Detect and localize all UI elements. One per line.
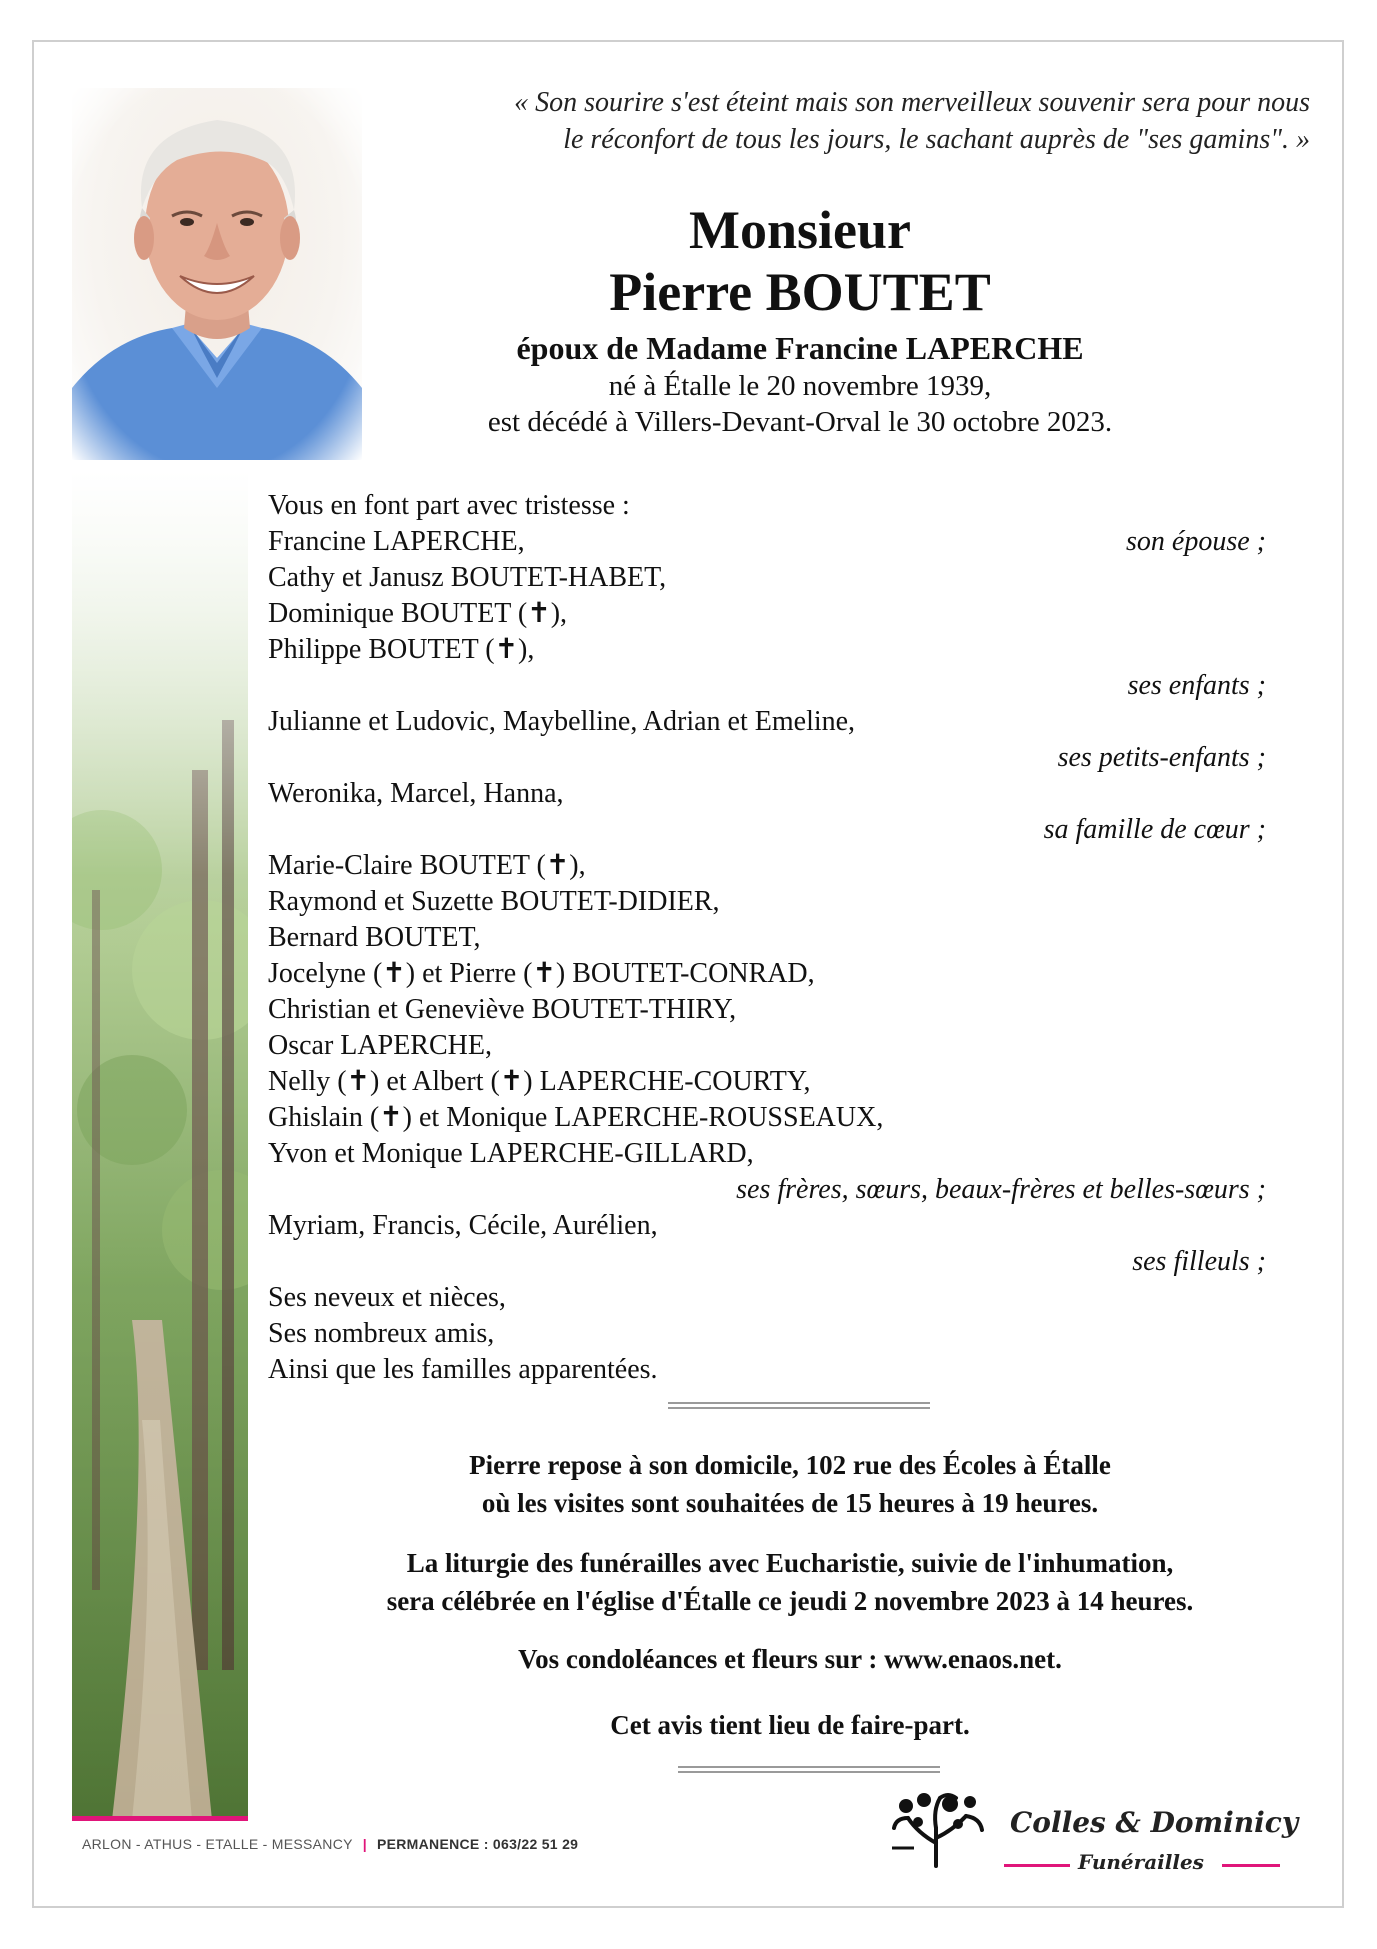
liturgy-line-2: sera célébrée en l'église d'Étalle ce jeudi 2 novembre 2023 à 14 heures. — [386, 1586, 1194, 1616]
family-member: Yvon et Monique LAPERCHE-GILLARD, — [268, 1138, 754, 1169]
family-line — [268, 488, 1278, 524]
family-relation: ses enfants ; — [1127, 670, 1266, 701]
family-member: Jocelyne (✝) et Pierre (✝) BOUTET-CONRAD, — [268, 958, 815, 989]
family-line — [268, 848, 1278, 884]
liturgy-line-1: La liturgie des funérailles avec Eucharistie, suivie de l'inhumation, — [406, 1548, 1174, 1578]
family-member: Julianne et Ludovic, Maybelline, Adrian et Emeline, — [268, 706, 856, 737]
family-member: Francine LAPERCHE, — [268, 526, 525, 557]
family-relation: ses frères, sœurs, beaux-frères et belles-sœurs ; — [736, 1174, 1266, 1205]
birth-line: né à Étalle le 20 novembre 1939, — [608, 370, 992, 402]
family-line — [268, 1172, 1278, 1208]
family-line — [268, 1244, 1278, 1280]
family-relation: son épouse ; — [1126, 526, 1266, 557]
condolences-line: Vos condoléances et fleurs sur : www.enaos.net. — [518, 1644, 1062, 1674]
brand-name: Colles & Dominicy — [1010, 1806, 1299, 1839]
brand-underline-right — [1222, 1864, 1280, 1867]
visit-line-2: où les visites sont souhaitées de 15 heures à 19 heures. — [481, 1488, 1099, 1518]
accent-bar — [72, 1816, 248, 1821]
family-relation: ses filleuls ; — [1132, 1246, 1266, 1277]
family-member: Ses neveux et nièces, — [268, 1282, 506, 1313]
family-member: Christian et Geneviève BOUTET-THIRY, — [268, 994, 737, 1025]
family-relation: sa famille de cœur ; — [1043, 814, 1266, 845]
brand-underline-left — [1004, 1864, 1070, 1867]
family-line — [268, 596, 1278, 632]
family-line — [268, 956, 1278, 992]
family-line — [268, 884, 1278, 920]
separator — [678, 1766, 940, 1773]
family-member: Weronika, Marcel, Hanna, — [268, 778, 564, 809]
deceased-header — [380, 200, 1220, 440]
portrait-photo — [72, 88, 362, 460]
quote-line-1: « Son sourire s'est éteint mais son merveilleux souvenir sera pour nous — [514, 87, 1310, 118]
civility: Monsieur — [689, 200, 911, 260]
footer-separator: | — [362, 1836, 367, 1852]
family-line — [268, 992, 1278, 1028]
family-line — [268, 704, 1278, 740]
family-line — [268, 1136, 1278, 1172]
family-line — [268, 1316, 1278, 1352]
family-line — [268, 740, 1278, 776]
tree-icon — [888, 1788, 988, 1868]
family-line — [268, 632, 1278, 668]
family-member: Ghislain (✝) et Monique LAPERCHE-ROUSSEAUX, — [268, 1102, 884, 1133]
visit-line-1: Pierre repose à son domicile, 102 rue des Écoles à Étalle — [469, 1450, 1111, 1480]
memorial-quote — [370, 84, 1310, 158]
family-member: Dominique BOUTET (✝), — [268, 598, 568, 629]
family-member: Oscar LAPERCHE, — [268, 1030, 492, 1061]
forest-path-image — [72, 470, 248, 1820]
family-member: Nelly (✝) et Albert (✝) LAPERCHE-COURTY, — [268, 1066, 811, 1097]
family-line — [268, 1100, 1278, 1136]
quote-line-2: le réconfort de tous les jours, le sachant auprès de "ses gamins". » — [563, 124, 1310, 155]
family-member: Ses nombreux amis, — [268, 1318, 495, 1349]
family-line — [268, 524, 1278, 560]
family-member: Myriam, Francis, Cécile, Aurélien, — [268, 1210, 658, 1241]
footer-contact — [82, 1836, 578, 1852]
family-line — [268, 1280, 1278, 1316]
family-member: Cathy et Janusz BOUTET-HABET, — [268, 562, 667, 593]
family-line — [268, 668, 1278, 704]
family-member: Bernard BOUTET, — [268, 922, 481, 953]
family-line — [268, 1208, 1278, 1244]
deceased-name: Pierre BOUTET — [609, 262, 991, 322]
family-line — [268, 1352, 1278, 1388]
liturgy-info — [300, 1544, 1280, 1620]
family-list — [268, 488, 1278, 1388]
locations: ARLON - ATHUS - ETALLE - MESSANCY — [82, 1836, 353, 1852]
separator — [668, 1402, 930, 1409]
visit-info — [300, 1446, 1280, 1522]
spouse-line: époux de Madame Francine LAPERCHE — [516, 330, 1084, 366]
family-member: Vous en font part avec tristesse : — [268, 490, 630, 521]
death-line: est décédé à Villers-Devant-Orval le 30 octobre 2023. — [487, 406, 1113, 438]
family-line — [268, 776, 1278, 812]
family-line — [268, 812, 1278, 848]
family-line — [268, 1064, 1278, 1100]
permanence-phone: PERMANENCE : 063/22 51 29 — [377, 1836, 579, 1852]
family-relation: ses petits-enfants ; — [1057, 742, 1266, 773]
family-member: Marie-Claire BOUTET (✝), — [268, 850, 586, 881]
family-line — [268, 560, 1278, 596]
family-line — [268, 1028, 1278, 1064]
notice-line: Cet avis tient lieu de faire-part. — [610, 1710, 970, 1740]
family-member: Ainsi que les familles apparentées. — [268, 1354, 658, 1385]
family-line — [268, 920, 1278, 956]
family-member: Philippe BOUTET (✝), — [268, 634, 535, 665]
family-member: Raymond et Suzette BOUTET-DIDIER, — [268, 886, 720, 917]
brand-subtitle: Funérailles — [1078, 1850, 1204, 1874]
